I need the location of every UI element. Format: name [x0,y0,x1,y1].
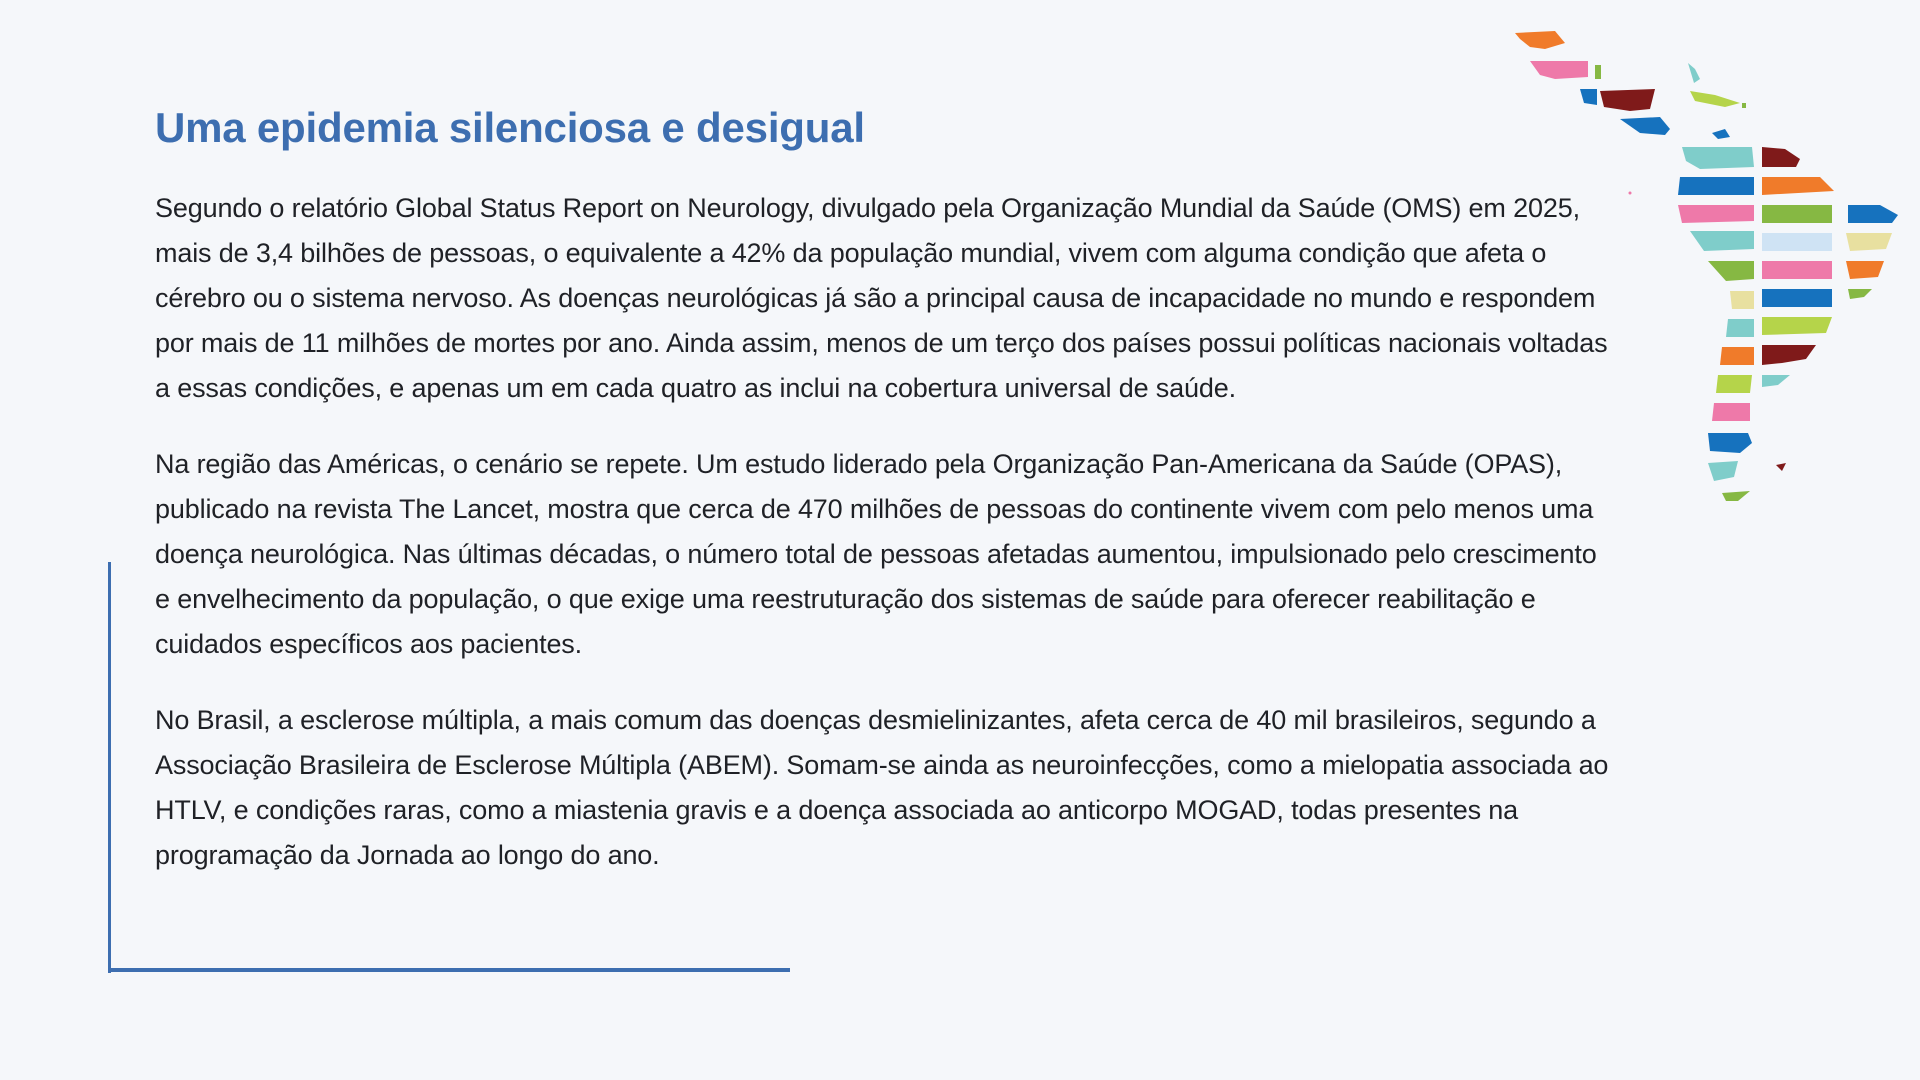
article-body [155,186,1615,909]
latin-america-striped-map-icon [1500,25,1910,505]
page-title: Uma epidemia silenciosa e desigual [155,104,865,151]
paragraph-global-report: Segundo o relatório Global Status Report on Neurology, divulgado pela Organização Mundial da Saúde (OMS) em 2025, mais de 3,4 bilhões de pessoas, o equivalente a 42% da população mundial, vivem com alguma condição que afeta o cérebro ou o sistema nervoso. As doenças neurológicas já são a principal causa de incapacidade no mundo e respondem por mais de 11 milhões de mortes por ano. Ainda assim, menos de um terço dos países possui políticas nacionais voltadas a essas condições, e apenas um em cada quatro as inclui na cobertura universal de saúde. [155,193,1608,403]
accent-vertical-line [108,562,111,973]
accent-horizontal-line [108,968,790,972]
paragraph-brazil: No Brasil, a esclerose múltipla, a mais comum das doenças desmielinizantes, afeta cerca de 40 mil brasileiros, segundo a Associação Brasileira de Esclerose Múltipla (ABEM). Somam-se ainda as neuroinfecções, como a mielopatia associada ao HTLV, e condições raras, como a miastenia gravis e a doença associada ao anticorpo MOGAD, todas presentes na programação da Jornada ao longo do ano. [155,705,1609,870]
paragraph-americas: Na região das Américas, o cenário se repete. Um estudo liderado pela Organização Pan-Americana da Saúde (OPAS), publicado na revista The Lancet, mostra que cerca de 470 milhões de pessoas do continente vivem com pelo menos uma doença neurológica. Nas últimas décadas, o número total de pessoas afetadas aumentou, impulsionado pelo crescimento e envelhecimento da população, o que exige uma reestruturação dos sistemas de saúde para oferecer reabilitação e cuidados específicos aos pacientes. [155,449,1597,659]
